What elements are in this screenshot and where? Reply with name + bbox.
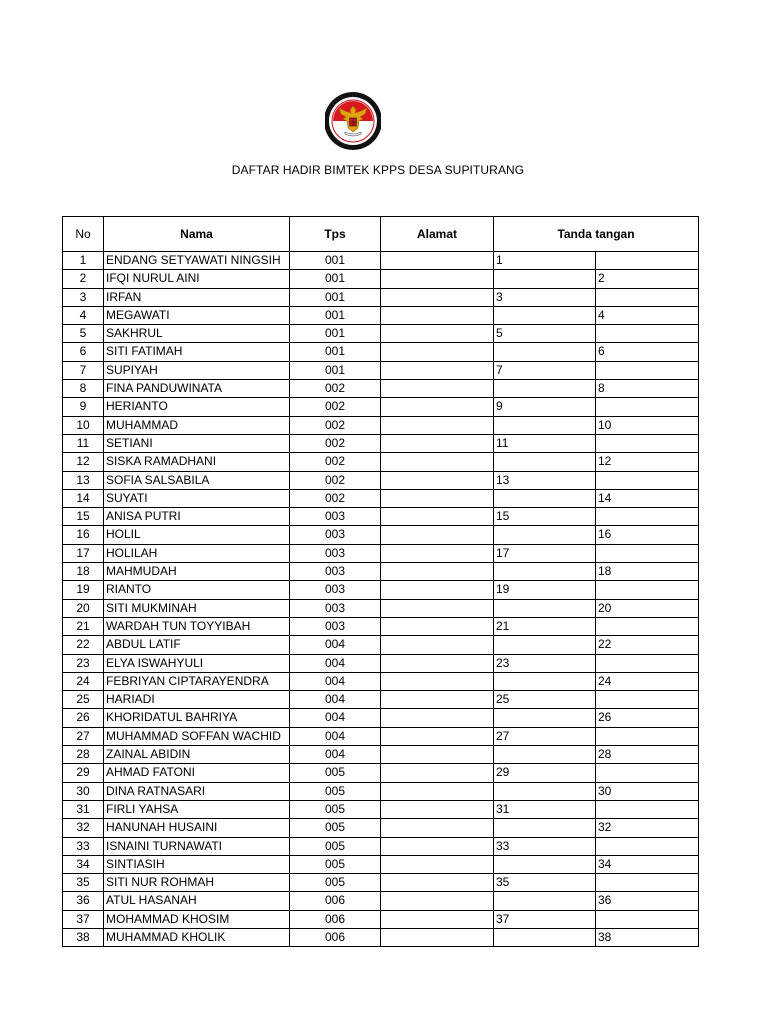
row-signature-left (494, 746, 596, 764)
row-tps: 001 (290, 306, 381, 324)
row-signature-left (494, 892, 596, 910)
row-nama: AHMAD FATONI (104, 764, 290, 782)
row-tps: 001 (290, 361, 381, 379)
row-nama: FIRLI YAHSA (104, 800, 290, 818)
row-tps: 001 (290, 343, 381, 361)
table-row (63, 526, 699, 544)
row-alamat (381, 581, 494, 599)
row-signature-right (596, 434, 699, 452)
row-signature-right: 12 (596, 453, 699, 471)
row-tps: 002 (290, 398, 381, 416)
row-tps: 004 (290, 672, 381, 690)
row-signature-left (494, 563, 596, 581)
row-signature-right (596, 617, 699, 635)
row-number: 18 (63, 563, 104, 581)
row-nama: SITI MUKMINAH (104, 599, 290, 617)
row-number: 23 (63, 654, 104, 672)
table-row (63, 599, 699, 617)
row-number: 32 (63, 819, 104, 837)
row-signature-left: 31 (494, 800, 596, 818)
row-signature-left: 9 (494, 398, 596, 416)
header-tps: Tps (290, 217, 381, 252)
row-alamat (381, 617, 494, 635)
row-tps: 002 (290, 471, 381, 489)
row-nama: MUHAMMAD KHOLIK (104, 928, 290, 946)
row-nama: KHORIDATUL BAHRIYA (104, 709, 290, 727)
row-signature-right (596, 800, 699, 818)
table-row (63, 709, 699, 727)
row-tps: 002 (290, 434, 381, 452)
table-row (63, 617, 699, 635)
table-row (63, 471, 699, 489)
row-signature-right (596, 288, 699, 306)
row-alamat (381, 270, 494, 288)
row-signature-right: 8 (596, 380, 699, 398)
row-number: 34 (63, 855, 104, 873)
row-alamat (381, 800, 494, 818)
row-signature-left: 3 (494, 288, 596, 306)
table-row (63, 581, 699, 599)
row-alamat (381, 928, 494, 946)
row-number: 9 (63, 398, 104, 416)
header-nama: Nama (104, 217, 290, 252)
row-alamat (381, 252, 494, 270)
row-alamat (381, 325, 494, 343)
table-row (63, 672, 699, 690)
row-signature-left: 27 (494, 727, 596, 745)
row-signature-left: 21 (494, 617, 596, 635)
row-signature-right (596, 325, 699, 343)
row-signature-right: 20 (596, 599, 699, 617)
table-row (63, 855, 699, 873)
row-alamat (381, 691, 494, 709)
row-tps: 005 (290, 800, 381, 818)
row-tps: 004 (290, 727, 381, 745)
table-row (63, 380, 699, 398)
row-number: 15 (63, 508, 104, 526)
row-number: 4 (63, 306, 104, 324)
row-tps: 006 (290, 892, 381, 910)
row-alamat (381, 434, 494, 452)
row-alamat (381, 855, 494, 873)
row-alamat (381, 508, 494, 526)
row-nama: WARDAH TUN TOYYIBAH (104, 617, 290, 635)
row-signature-left: 15 (494, 508, 596, 526)
row-nama: SETIANI (104, 434, 290, 452)
row-signature-right (596, 764, 699, 782)
row-signature-right: 18 (596, 563, 699, 581)
row-nama: SISKA RAMADHANI (104, 453, 290, 471)
row-number: 10 (63, 416, 104, 434)
row-signature-right: 36 (596, 892, 699, 910)
row-tps: 004 (290, 709, 381, 727)
row-signature-right: 24 (596, 672, 699, 690)
row-signature-left: 13 (494, 471, 596, 489)
row-signature-left (494, 526, 596, 544)
row-tps: 003 (290, 617, 381, 635)
row-number: 6 (63, 343, 104, 361)
table-row (63, 398, 699, 416)
table-body (63, 252, 699, 947)
row-signature-right (596, 252, 699, 270)
row-alamat (381, 526, 494, 544)
header-tanda-tangan: Tanda tangan (494, 217, 699, 252)
row-nama: IRFAN (104, 288, 290, 306)
row-alamat (381, 380, 494, 398)
row-alamat (381, 746, 494, 764)
row-tps: 001 (290, 325, 381, 343)
row-alamat (381, 892, 494, 910)
row-number: 21 (63, 617, 104, 635)
row-signature-right (596, 471, 699, 489)
row-number: 14 (63, 489, 104, 507)
row-nama: HANUNAH HUSAINI (104, 819, 290, 837)
row-tps: 005 (290, 855, 381, 873)
row-nama: MUHAMMAD (104, 416, 290, 434)
row-tps: 005 (290, 764, 381, 782)
row-nama: MUHAMMAD SOFFAN WACHID (104, 727, 290, 745)
row-nama: ABDUL LATIF (104, 636, 290, 654)
row-tps: 004 (290, 654, 381, 672)
row-signature-right: 28 (596, 746, 699, 764)
row-nama: ISNAINI TURNAWATI (104, 837, 290, 855)
row-number: 30 (63, 782, 104, 800)
row-signature-left: 19 (494, 581, 596, 599)
row-number: 17 (63, 544, 104, 562)
row-nama: ELYA ISWAHYULI (104, 654, 290, 672)
row-alamat (381, 489, 494, 507)
row-signature-right (596, 361, 699, 379)
row-signature-right (596, 727, 699, 745)
row-nama: SUPIYAH (104, 361, 290, 379)
row-number: 8 (63, 380, 104, 398)
row-alamat (381, 343, 494, 361)
row-number: 22 (63, 636, 104, 654)
row-tps: 005 (290, 874, 381, 892)
table-row (63, 361, 699, 379)
row-nama: HERIANTO (104, 398, 290, 416)
table-row (63, 782, 699, 800)
row-signature-right: 10 (596, 416, 699, 434)
table-row (63, 892, 699, 910)
row-number: 28 (63, 746, 104, 764)
row-tps: 001 (290, 288, 381, 306)
row-tps: 004 (290, 691, 381, 709)
row-signature-left (494, 782, 596, 800)
row-nama: MAHMUDAH (104, 563, 290, 581)
row-nama: SAKHRUL (104, 325, 290, 343)
row-alamat (381, 782, 494, 800)
row-alamat (381, 636, 494, 654)
row-nama: HOLILAH (104, 544, 290, 562)
row-nama: ANISA PUTRI (104, 508, 290, 526)
row-signature-left (494, 672, 596, 690)
row-tps: 006 (290, 910, 381, 928)
row-number: 35 (63, 874, 104, 892)
row-tps: 003 (290, 581, 381, 599)
row-number: 16 (63, 526, 104, 544)
table-row (63, 416, 699, 434)
row-tps: 005 (290, 782, 381, 800)
table-row (63, 727, 699, 745)
row-alamat (381, 416, 494, 434)
row-nama: ZAINAL ABIDIN (104, 746, 290, 764)
row-tps: 003 (290, 599, 381, 617)
row-signature-left (494, 453, 596, 471)
row-nama: DINA RATNASARI (104, 782, 290, 800)
row-nama: SUYATI (104, 489, 290, 507)
row-alamat (381, 471, 494, 489)
row-signature-left: 11 (494, 434, 596, 452)
row-nama: MEGAWATI (104, 306, 290, 324)
table-row (63, 928, 699, 946)
row-signature-left (494, 416, 596, 434)
row-nama: ENDANG SETYAWATI NINGSIH (104, 252, 290, 270)
row-tps: 001 (290, 270, 381, 288)
table-row (63, 270, 699, 288)
row-number: 11 (63, 434, 104, 452)
row-tps: 002 (290, 453, 381, 471)
row-number: 38 (63, 928, 104, 946)
row-number: 27 (63, 727, 104, 745)
row-nama: HOLIL (104, 526, 290, 544)
row-alamat (381, 453, 494, 471)
row-signature-right: 32 (596, 819, 699, 837)
row-nama: RIANTO (104, 581, 290, 599)
table-row (63, 453, 699, 471)
table-row (63, 746, 699, 764)
row-tps: 005 (290, 837, 381, 855)
row-signature-left (494, 709, 596, 727)
row-number: 24 (63, 672, 104, 690)
row-signature-left (494, 306, 596, 324)
row-number: 31 (63, 800, 104, 818)
row-signature-right: 26 (596, 709, 699, 727)
row-number: 12 (63, 453, 104, 471)
row-signature-right (596, 837, 699, 855)
table-row (63, 563, 699, 581)
row-signature-left (494, 489, 596, 507)
table-header-row (63, 217, 699, 252)
row-nama: SITI FATIMAH (104, 343, 290, 361)
row-tps: 002 (290, 380, 381, 398)
row-tps: 003 (290, 544, 381, 562)
row-tps: 006 (290, 928, 381, 946)
kpps-emblem-icon (325, 92, 381, 150)
row-number: 1 (63, 252, 104, 270)
table-row (63, 544, 699, 562)
row-nama: HARIADI (104, 691, 290, 709)
row-tps: 004 (290, 636, 381, 654)
row-signature-right: 30 (596, 782, 699, 800)
row-signature-left: 33 (494, 837, 596, 855)
row-alamat (381, 727, 494, 745)
row-signature-left (494, 270, 596, 288)
row-nama: SITI NUR ROHMAH (104, 874, 290, 892)
row-signature-right: 34 (596, 855, 699, 873)
table-row (63, 800, 699, 818)
row-number: 26 (63, 709, 104, 727)
row-number: 25 (63, 691, 104, 709)
row-signature-left: 7 (494, 361, 596, 379)
row-signature-right (596, 581, 699, 599)
row-number: 3 (63, 288, 104, 306)
row-tps: 002 (290, 489, 381, 507)
row-signature-right: 14 (596, 489, 699, 507)
row-alamat (381, 819, 494, 837)
row-number: 7 (63, 361, 104, 379)
row-signature-right (596, 910, 699, 928)
row-signature-left (494, 855, 596, 873)
table-row (63, 434, 699, 452)
row-tps: 004 (290, 746, 381, 764)
table-row (63, 819, 699, 837)
row-alamat (381, 288, 494, 306)
row-signature-right (596, 398, 699, 416)
table-row (63, 508, 699, 526)
row-signature-left (494, 380, 596, 398)
table-row (63, 343, 699, 361)
row-signature-right (596, 508, 699, 526)
row-alamat (381, 398, 494, 416)
row-number: 13 (63, 471, 104, 489)
row-number: 2 (63, 270, 104, 288)
row-nama: FEBRIYAN CIPTARAYENDRA (104, 672, 290, 690)
row-nama: SOFIA SALSABILA (104, 471, 290, 489)
row-signature-left: 23 (494, 654, 596, 672)
row-alamat (381, 709, 494, 727)
header-no: No (63, 217, 104, 252)
row-signature-left (494, 819, 596, 837)
row-nama: SINTIASIH (104, 855, 290, 873)
table-row (63, 636, 699, 654)
row-tps: 001 (290, 252, 381, 270)
row-nama: IFQI NURUL AINI (104, 270, 290, 288)
table-row (63, 874, 699, 892)
table-row (63, 910, 699, 928)
table-row (63, 691, 699, 709)
row-number: 20 (63, 599, 104, 617)
row-number: 37 (63, 910, 104, 928)
table-row (63, 764, 699, 782)
table-row (63, 489, 699, 507)
table-row (63, 252, 699, 270)
row-number: 36 (63, 892, 104, 910)
row-signature-left (494, 928, 596, 946)
row-signature-left: 25 (494, 691, 596, 709)
row-tps: 003 (290, 526, 381, 544)
row-signature-left: 35 (494, 874, 596, 892)
row-signature-left: 17 (494, 544, 596, 562)
row-alamat (381, 837, 494, 855)
row-signature-right: 16 (596, 526, 699, 544)
row-signature-right (596, 654, 699, 672)
row-tps: 005 (290, 819, 381, 837)
table-row (63, 837, 699, 855)
row-signature-right (596, 874, 699, 892)
row-signature-right: 4 (596, 306, 699, 324)
row-signature-left: 5 (494, 325, 596, 343)
row-alamat (381, 654, 494, 672)
row-alamat (381, 874, 494, 892)
row-signature-right: 38 (596, 928, 699, 946)
row-signature-right (596, 544, 699, 562)
row-alamat (381, 361, 494, 379)
row-signature-left: 1 (494, 252, 596, 270)
row-alamat (381, 764, 494, 782)
row-signature-right (596, 691, 699, 709)
row-nama: ATUL HASANAH (104, 892, 290, 910)
row-alamat (381, 544, 494, 562)
row-signature-right: 22 (596, 636, 699, 654)
row-signature-left: 37 (494, 910, 596, 928)
document-title: DAFTAR HADIR BIMTEK KPPS DESA SUPITURANG (231, 163, 525, 177)
attendance-table (62, 216, 699, 947)
row-alamat (381, 599, 494, 617)
row-signature-left: 29 (494, 764, 596, 782)
row-alamat (381, 672, 494, 690)
header-alamat: Alamat (381, 217, 494, 252)
row-nama: MOHAMMAD KHOSIM (104, 910, 290, 928)
table-row (63, 654, 699, 672)
row-number: 29 (63, 764, 104, 782)
table-row (63, 306, 699, 324)
row-number: 33 (63, 837, 104, 855)
row-alamat (381, 306, 494, 324)
row-signature-left (494, 599, 596, 617)
row-tps: 003 (290, 563, 381, 581)
row-signature-left (494, 636, 596, 654)
row-signature-left (494, 343, 596, 361)
row-tps: 003 (290, 508, 381, 526)
row-number: 19 (63, 581, 104, 599)
row-signature-right: 6 (596, 343, 699, 361)
table-row (63, 288, 699, 306)
row-signature-right: 2 (596, 270, 699, 288)
row-number: 5 (63, 325, 104, 343)
row-alamat (381, 563, 494, 581)
row-nama: FINA PANDUWINATA (104, 380, 290, 398)
table-row (63, 325, 699, 343)
row-tps: 002 (290, 416, 381, 434)
row-alamat (381, 910, 494, 928)
